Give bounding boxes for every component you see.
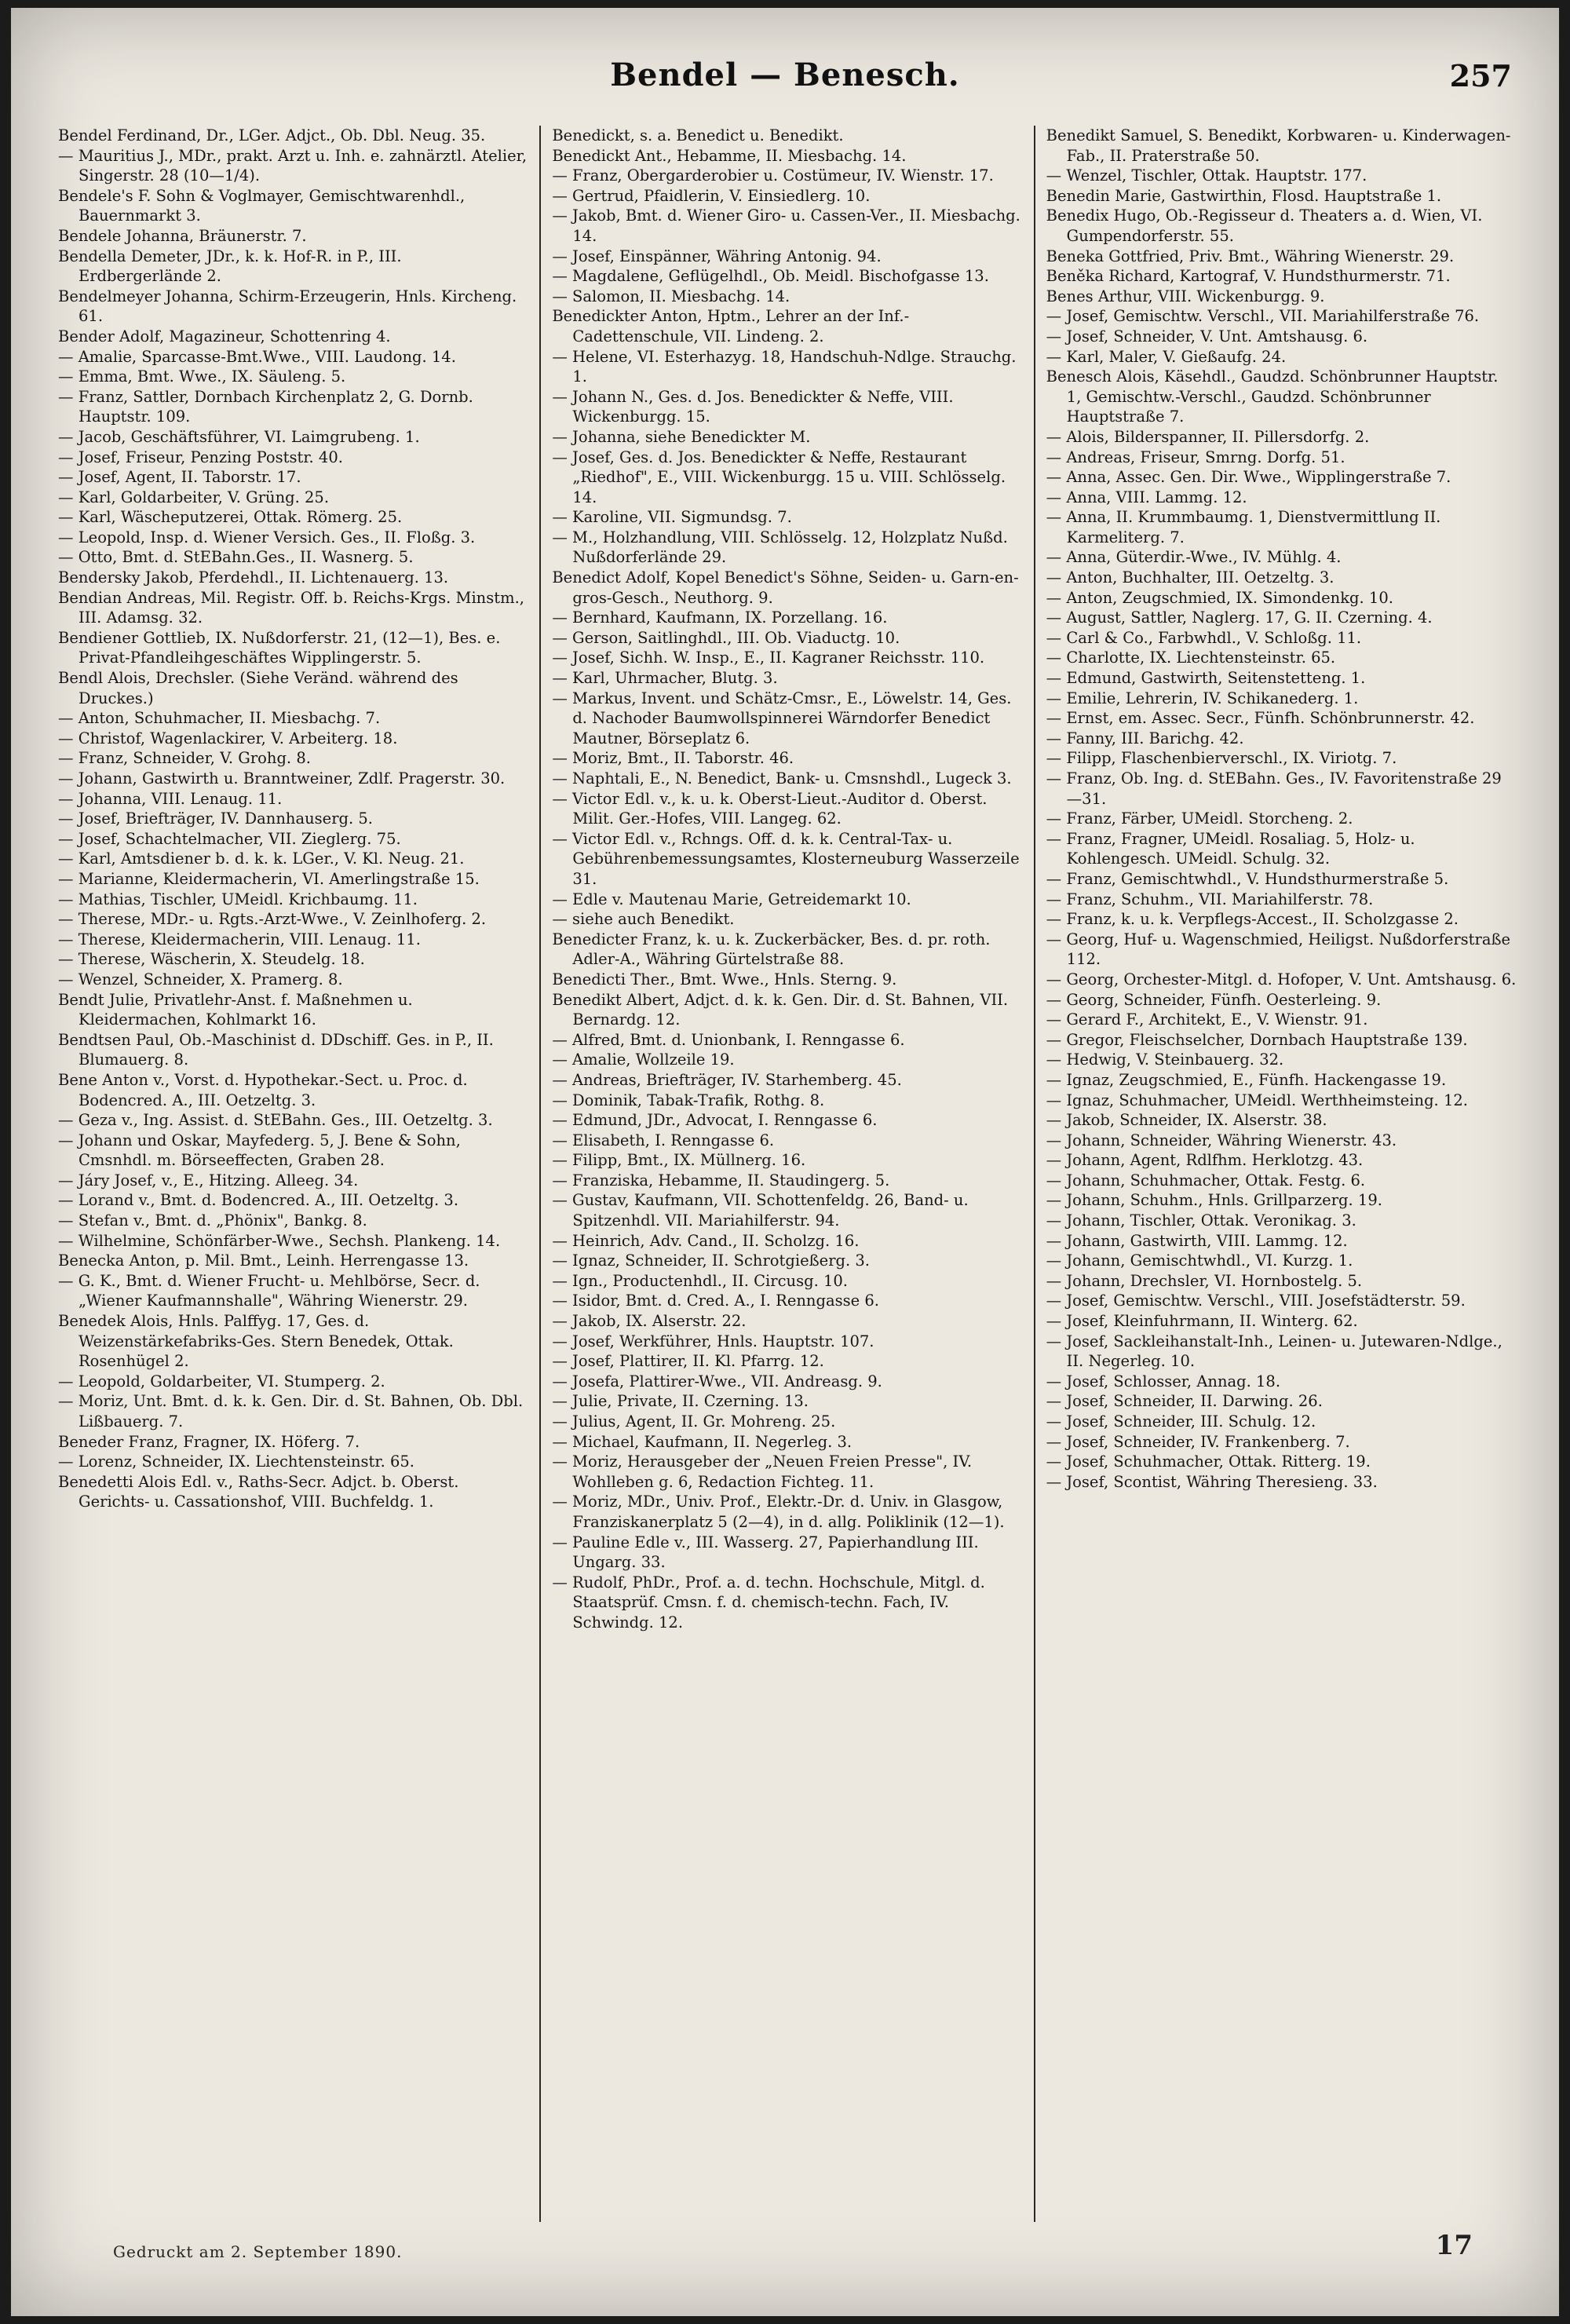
directory-entry: Benedix Hugo, Ob.-Regisseur d. Theaters a. d. Wien, VI. Gumpendorferstr. 55. bbox=[1046, 206, 1483, 245]
directory-entry: — Gertrud, Pfaidlerin, V. Einsiedlerg. 10. bbox=[552, 186, 871, 205]
directory-entry: — Jakob, IX. Alserstr. 22. bbox=[552, 1312, 747, 1331]
directory-entry: — Edle v. Mautenau Marie, Getreidemarkt 10. bbox=[552, 890, 911, 908]
directory-entry: Benedickt Ant., Hebamme, II. Miesbachg. 14. bbox=[552, 146, 907, 165]
directory-entry: — Josef, Friseur, Penzing Poststr. 40. bbox=[58, 448, 343, 466]
directory-entry: — Anton, Buchhalter, III. Oetzeltg. 3. bbox=[1046, 568, 1334, 587]
directory-entry: — Wilhelmine, Schönfärber-Wwe., Sechsh. Plankeng. 14. bbox=[58, 1231, 501, 1250]
directory-entry: — Franz, Schuhm., VII. Mariahilferstr. 78. bbox=[1046, 890, 1374, 908]
directory-entry: — Johann N., Ges. d. Jos. Benedickter & Neffe, VIII. Wickenburgg. 15. bbox=[552, 387, 954, 426]
directory-entry: — Salomon, II. Miesbachg. 14. bbox=[552, 287, 790, 305]
directory-entry: — Therese, Wäscherin, X. Steudelg. 18. bbox=[58, 950, 365, 969]
directory-entry: — Johann, Schuhm., Hnls. Grillparzerg. 19. bbox=[1046, 1191, 1382, 1210]
column-middle bbox=[539, 126, 1033, 2222]
directory-entry: — Ignaz, Schuhmacher, UMeidl. Werthheimsteing. 12. bbox=[1046, 1091, 1468, 1109]
directory-entry: — Karl, Goldarbeiter, V. Grüng. 25. bbox=[58, 488, 330, 506]
directory-entry: Bender Adolf, Magazineur, Schottenring 4. bbox=[58, 327, 391, 345]
directory-entry: — Josef, Ges. d. Jos. Benedickter & Neffe, Restaurant „Riedhof", E., VIII. Wickenburgg. 15 u. VIII. Schlösselg. 14. bbox=[552, 448, 1006, 506]
directory-entry: — Karoline, VII. Sigmundsg. 7. bbox=[552, 508, 792, 527]
directory-entry: — Ernst, em. Assec. Secr., Fünfh. Schönbrunnerstr. 42. bbox=[1046, 709, 1475, 728]
directory-entry: Bendel Ferdinand, Dr., LGer. Adjct., Ob. Dbl. Neug. 35. bbox=[58, 126, 486, 144]
directory-entry: — Alfred, Bmt. d. Unionbank, I. Renngasse 6. bbox=[552, 1030, 905, 1049]
directory-entry: — Georg, Huf- u. Wagenschmied, Heiligst. Nußdorferstraße 112. bbox=[1046, 930, 1511, 969]
directory-entry: — Johann, Drechsler, VI. Hornbostelg. 5. bbox=[1046, 1271, 1363, 1290]
directory-entry: — Charlotte, IX. Liechtensteinstr. 65. bbox=[1046, 649, 1336, 667]
directory-entry: — Josef, Schuhmacher, Ottak. Ritterg. 19. bbox=[1046, 1452, 1371, 1471]
directory-entry: — Julie, Private, II. Czerning. 13. bbox=[552, 1392, 809, 1411]
directory-entry: Beněka Richard, Kartograf, V. Hundsthurmerstr. 71. bbox=[1046, 267, 1451, 286]
directory-entry: — Lorenz, Schneider, IX. Liechtensteinstr. 65. bbox=[58, 1452, 414, 1471]
directory-entry: — Járy Josef, v., E., Hitzing. Alleeg. 34. bbox=[58, 1171, 359, 1189]
directory-entry: — Josef, Briefträger, IV. Dannhauserg. 5. bbox=[58, 809, 373, 828]
directory-entry: — Hedwig, V. Steinbauerg. 32. bbox=[1046, 1051, 1284, 1069]
directory-entry: — Josef, Schneider, V. Unt. Amtshausg. 6. bbox=[1046, 327, 1368, 345]
directory-entry: — Wenzel, Tischler, Ottak. Hauptstr. 177. bbox=[1046, 166, 1367, 185]
directory-entry: Benedickter Anton, Hptm., Lehrer an der Inf.-Cadettenschule, VII. Lindeng. 2. bbox=[552, 307, 910, 345]
directory-entry: — Johanna, siehe Benedickter M. bbox=[552, 427, 811, 446]
directory-entry: — Franziska, Hebamme, II. Staudingerg. 5. bbox=[552, 1171, 890, 1189]
directory-entry: — Mathias, Tischler, UMeidl. Krichbaumg. 11. bbox=[58, 890, 418, 908]
directory-entry: — Anton, Zeugschmied, IX. Simondenkg. 10. bbox=[1046, 588, 1393, 607]
directory-entry: — Gerard F., Architekt, E., V. Wienstr. 91. bbox=[1046, 1010, 1368, 1029]
running-head bbox=[11, 57, 1559, 104]
directory-entry: — Franz, Schneider, V. Grohg. 8. bbox=[58, 749, 311, 768]
directory-entry: — Jakob, Bmt. d. Wiener Giro- u. Cassen-Ver., II. Miesbachg. 14. bbox=[552, 206, 1020, 245]
directory-entry: Benedikt Samuel, S. Benedikt, Korbwaren- u. Kinderwagen-Fab., II. Praterstraße 50. bbox=[1046, 126, 1511, 165]
directory-entry: Benecka Anton, p. Mil. Bmt., Leinh. Herrengasse 13. bbox=[58, 1252, 469, 1270]
directory-entry: — Franz, Gemischtwhdl., V. Hundsthurmerstraße 5. bbox=[1046, 869, 1449, 888]
directory-entry: — Franz, Färber, UMeidl. Storcheng. 2. bbox=[1046, 809, 1353, 828]
directory-entry: — Lorand v., Bmt. d. Bodencred. A., III. Oetzeltg. 3. bbox=[58, 1191, 459, 1210]
directory-entry: — Victor Edl. v., k. u. k. Oberst-Lieut.-Auditor d. Oberst. Milit. Ger.-Hofes, VIII. Langeg. 62. bbox=[552, 789, 988, 828]
directory-entry: — Johann, Gastwirth, VIII. Lammg. 12. bbox=[1046, 1231, 1348, 1250]
directory-entry: — Moriz, Herausgeber der „Neuen Freien Presse", IV. Wohlleben g. 6, Redaction Fichteg. 11. bbox=[552, 1452, 973, 1491]
directory-entry: Benedict Adolf, Kopel Benedict's Söhne, Seiden- u. Garn-en-gros-Gesch., Neuthorg. 9. bbox=[552, 568, 1019, 607]
directory-entry: — Josef, Gemischtw. Verschl., VII. Mariahilferstraße 76. bbox=[1046, 307, 1480, 326]
directory-entry: Bendersky Jakob, Pferdehdl., II. Lichtenauerg. 13. bbox=[58, 568, 449, 587]
directory-entry: Bendl Alois, Drechsler. (Siehe Veränd. während des Druckes.) bbox=[58, 669, 458, 707]
directory-entry: — Naphtali, E., N. Benedict, Bank- u. Cmsnshdl., Lugeck 3. bbox=[552, 769, 1012, 787]
directory-entry: — Wenzel, Schneider, X. Pramerg. 8. bbox=[58, 970, 343, 988]
directory-entry: — Geza v., Ing. Assist. d. StEBahn. Ges., III. Oetzeltg. 3. bbox=[58, 1111, 493, 1130]
directory-entry: — Franz, Sattler, Dornbach Kirchenplatz 2, G. Dornb. Hauptstr. 109. bbox=[58, 387, 473, 426]
directory-entry: Bendt Julie, Privatlehr-Anst. f. Maßnehmen u. Kleidermachen, Kohlmarkt 16. bbox=[58, 990, 413, 1029]
directory-entry: — Johann, Agent, Rdlfhm. Herklotzg. 43. bbox=[1046, 1151, 1364, 1170]
directory-entry: Benedek Alois, Hnls. Palffyg. 17, Ges. d. Weizenstärkefabriks-Ges. Stern Benedek, Ottak. Rosenhügel 2. bbox=[58, 1312, 454, 1371]
directory-entry: — Ign., Productenhdl., II. Circusg. 10. bbox=[552, 1271, 848, 1290]
directory-entry: — Gustav, Kaufmann, VII. Schottenfeldg. 26, Band- u. Spitzenhdl. VII. Mariahilferstr. 94. bbox=[552, 1191, 969, 1230]
directory-entry: Benedicti Ther., Bmt. Wwe., Hnls. Sterng. 9. bbox=[552, 970, 897, 988]
directory-entry: — Josef, Scontist, Währing Theresieng. 33. bbox=[1046, 1472, 1378, 1491]
directory-entry: Bendtsen Paul, Ob.-Maschinist d. DDschiff. Ges. in P., II. Blumauerg. 8. bbox=[58, 1030, 494, 1069]
directory-entry: — Emilie, Lehrerin, IV. Schikanederg. 1. bbox=[1046, 689, 1359, 707]
directory-entry: — Jacob, Geschäftsführer, VI. Laimgrubeng. 1. bbox=[58, 427, 420, 446]
directory-entry: Bene Anton v., Vorst. d. Hypothekar.-Sect. u. Proc. d. Bodencred. A., III. Oetzeltg. 3. bbox=[58, 1070, 468, 1109]
directory-entry: Benedetti Alois Edl. v., Raths-Secr. Adjct. b. Oberst. Gerichts- u. Cassationshof, VIII. Buchfeldg. 1. bbox=[58, 1472, 459, 1511]
directory-entry: — Pauline Edle v., III. Wasserg. 27, Papierhandlung III. Ungarg. 33. bbox=[552, 1533, 979, 1572]
directory-entry: — Gregor, Fleischselcher, Dornbach Hauptstraße 139. bbox=[1046, 1030, 1468, 1049]
directory-entry: Beneder Franz, Fragner, IX. Höferg. 7. bbox=[58, 1432, 360, 1451]
directory-entry: — Amalie, Wollzeile 19. bbox=[552, 1051, 735, 1069]
signature-mark: 17 bbox=[1435, 2230, 1473, 2261]
directory-entry: — Leopold, Goldarbeiter, VI. Stumperg. 2. bbox=[58, 1372, 385, 1390]
directory-entry: — Johann, Gemischtwhdl., VI. Kurzg. 1. bbox=[1046, 1252, 1353, 1270]
directory-entry: — Josef, Gemischtw. Verschl., VIII. Josefstädterstr. 59. bbox=[1046, 1292, 1466, 1310]
directory-entry: — Marianne, Kleidermacherin, VI. Amerlingstraße 15. bbox=[58, 869, 480, 888]
directory-entry: — Josef, Schneider, IV. Frankenberg. 7. bbox=[1046, 1432, 1350, 1451]
directory-page bbox=[11, 8, 1559, 2316]
directory-entry: — Otto, Bmt. d. StEBahn.Ges., II. Wasnerg. 5. bbox=[58, 548, 414, 567]
directory-entry: — M., Holzhandlung, VIII. Schlösselg. 12, Holzplatz Nußd. Nußdorferlände 29. bbox=[552, 528, 1008, 567]
directory-entry: Benesch Alois, Käsehdl., Gaudzd. Schönbrunner Hauptstr. 1, Gemischtw.-Verschl., Gaudzd. Schönbrunner Hauptstraße 7. bbox=[1046, 367, 1499, 426]
directory-entry: — G. K., Bmt. d. Wiener Frucht- u. Mehlbörse, Secr. d. „Wiener Kaufmannshalle", Währing Wienerstr. 29. bbox=[58, 1271, 480, 1310]
directory-entry: Bendella Demeter, JDr., k. k. Hof-R. in P., III. Erdbergerlände 2. bbox=[58, 247, 402, 286]
directory-entry: — Anna, II. Krummbaumg. 1, Dienstvermittlung II. Karmeliterg. 7. bbox=[1046, 508, 1441, 546]
directory-entry: — Franz, Ob. Ing. d. StEBahn. Ges., IV. Favoritenstraße 29—31. bbox=[1046, 769, 1502, 808]
directory-entry: — Julius, Agent, II. Gr. Mohreng. 25. bbox=[552, 1412, 836, 1431]
directory-entry: Beneka Gottfried, Priv. Bmt., Währing Wienerstr. 29. bbox=[1046, 247, 1455, 265]
column-right bbox=[1034, 126, 1528, 2222]
directory-entry: — Karl, Wäscheputzerei, Ottak. Römerg. 25. bbox=[58, 508, 403, 527]
directory-entry: — Mauritius J., MDr., prakt. Arzt u. Inh. e. zahnärztl. Atelier, Singerstr. 28 (10—1/4). bbox=[58, 146, 528, 185]
directory-entry: — Moriz, MDr., Univ. Prof., Elektr.-Dr. d. Univ. in Glasgow, Franziskanerplatz 5 (2—4), in d. allg. Poliklinik (12—1). bbox=[552, 1493, 1005, 1531]
directory-entry: — Markus, Invent. und Schätz-Cmsr., E., Löwelstr. 14, Ges. d. Nachoder Baumwollspinnerei Wärndorfer Benedict Mautner, Börseplatz 6. bbox=[552, 689, 1012, 747]
directory-entry: Bendiener Gottlieb, IX. Nußdorferstr. 21, (12—1), Bes. e. Privat-Pfandleihgeschäftes Wipplingerstr. 5. bbox=[58, 628, 501, 667]
directory-entry: — Johann, Schuhmacher, Ottak. Festg. 6. bbox=[1046, 1171, 1366, 1189]
directory-entry: Bendian Andreas, Mil. Registr. Off. b. Reichs-Krgs. Minstm., III. Adamsg. 32. bbox=[58, 588, 524, 627]
directory-entry: — Carl & Co., Farbwhdl., V. Schloßg. 11. bbox=[1046, 628, 1362, 647]
directory-entry: — Anna, VIII. Lammg. 12. bbox=[1046, 488, 1247, 506]
directory-entry: — Karl, Maler, V. Gießaufg. 24. bbox=[1046, 347, 1287, 366]
directory-entry: — Karl, Uhrmacher, Blutg. 3. bbox=[552, 669, 778, 688]
directory-entry: — Josefa, Plattirer-Wwe., VII. Andreasg. 9. bbox=[552, 1372, 882, 1390]
directory-columns bbox=[47, 126, 1528, 2222]
directory-entry: — Josef, Schlosser, Annag. 18. bbox=[1046, 1372, 1281, 1390]
directory-entry: — Leopold, Insp. d. Wiener Versich. Ges., II. Floßg. 3. bbox=[58, 528, 476, 546]
directory-entry: — Gerson, Saitlinghdl., III. Ob. Viaductg. 10. bbox=[552, 628, 900, 647]
directory-entry: — Rudolf, PhDr., Prof. a. d. techn. Hochschule, Mitgl. d. Staatsprüf. Cmsn. f. d. chemisch-techn. Fach, IV. Schwindg. 12. bbox=[552, 1573, 985, 1632]
directory-entry: — August, Sattler, Naglerg. 17, G. II. Czerning. 4. bbox=[1046, 608, 1433, 627]
directory-entry: — Stefan v., Bmt. d. „Phönix", Bankg. 8. bbox=[58, 1211, 367, 1230]
directory-entry: — Christof, Wagenlackirer, V. Arbeiterg. 18. bbox=[58, 729, 398, 747]
directory-entry: — Josef, Plattirer, II. Kl. Pfarrg. 12. bbox=[552, 1352, 824, 1371]
directory-entry: — Filipp, Bmt., IX. Müllnerg. 16. bbox=[552, 1151, 806, 1170]
directory-entry: — Isidor, Bmt. d. Cred. A., I. Renngasse 6. bbox=[552, 1292, 879, 1310]
directory-entry: — Johanna, VIII. Lenaug. 11. bbox=[58, 789, 283, 808]
directory-entry: — Georg, Schneider, Fünfh. Oesterleing. 9. bbox=[1046, 990, 1382, 1009]
directory-entry: — Josef, Schachtelmacher, VII. Zieglerg. 75. bbox=[58, 829, 401, 848]
directory-entry: — Bernhard, Kaufmann, IX. Porzellang. 16. bbox=[552, 608, 888, 627]
directory-entry: — Karl, Amtsdiener b. d. k. k. LGer., V. Kl. Neug. 21. bbox=[58, 850, 465, 868]
directory-entry: — Filipp, Flaschenbierverschl., IX. Viriotg. 7. bbox=[1046, 749, 1397, 768]
directory-entry: — siehe auch Benedikt. bbox=[552, 910, 735, 929]
directory-entry: Bendelmeyer Johanna, Schirm-Erzeugerin, Hnls. Kircheng. 61. bbox=[58, 287, 517, 326]
directory-entry: — Michael, Kaufmann, II. Negerleg. 3. bbox=[552, 1432, 853, 1451]
directory-entry: Benes Arthur, VIII. Wickenburgg. 9. bbox=[1046, 287, 1325, 305]
directory-entry: — Anton, Schuhmacher, II. Miesbachg. 7. bbox=[58, 709, 381, 728]
directory-entry: — Heinrich, Adv. Cand., II. Scholzg. 16. bbox=[552, 1231, 860, 1250]
directory-entry: — Fanny, III. Barichg. 42. bbox=[1046, 729, 1244, 747]
directory-entry: — Alois, Bilderspanner, II. Pillersdorfg. 2. bbox=[1046, 427, 1370, 446]
directory-entry: — Therese, MDr.- u. Rgts.-Arzt-Wwe., V. Zeinlhoferg. 2. bbox=[58, 910, 487, 929]
directory-entry: — Edmund, JDr., Advocat, I. Renngasse 6. bbox=[552, 1111, 878, 1130]
directory-entry: Bendele's F. Sohn & Voglmayer, Gemischtwarenhdl., Bauernmarkt 3. bbox=[58, 186, 466, 225]
directory-entry: — Dominik, Tabak-Trafik, Rothg. 8. bbox=[552, 1091, 825, 1109]
directory-entry: — Victor Edl. v., Rchngs. Off. d. k. k. Central-Tax- u. Gebührenbemessungsamtes, Klosterneuburg Wasserzeile 31. bbox=[552, 829, 1020, 888]
directory-entry: Benedin Marie, Gastwirthin, Flosd. Hauptstraße 1. bbox=[1046, 186, 1442, 205]
running-title: Bendel — Benesch. bbox=[610, 57, 960, 93]
directory-entry: — Josef, Werkführer, Hnls. Hauptstr. 107. bbox=[552, 1332, 874, 1350]
page-number: 257 bbox=[1449, 58, 1512, 93]
directory-entry: — Franz, Fragner, UMeidl. Rosaliag. 5, Holz- u. Kohlengesch. UMeidl. Schulg. 32. bbox=[1046, 829, 1415, 868]
directory-entry: — Anna, Assec. Gen. Dir. Wwe., Wipplingerstraße 7. bbox=[1046, 468, 1451, 487]
column-left bbox=[47, 126, 539, 2222]
directory-entry: — Franz, Obergarderobier u. Costümeur, IV. Wienstr. 17. bbox=[552, 166, 994, 185]
directory-entry: — Johann, Tischler, Ottak. Veronikag. 3. bbox=[1046, 1211, 1356, 1230]
directory-entry: — Edmund, Gastwirth, Seitenstetteng. 1. bbox=[1046, 669, 1366, 688]
directory-entry: — Therese, Kleidermacherin, VIII. Lenaug. 11. bbox=[58, 930, 421, 948]
directory-entry: Benedicter Franz, k. u. k. Zuckerbäcker, Bes. d. pr. roth. Adler-A., Währing Gürtelstraße 88. bbox=[552, 930, 991, 969]
directory-entry: — Ignaz, Schneider, II. Schrotgießerg. 3. bbox=[552, 1252, 871, 1270]
directory-entry: — Josef, Sichh. W. Insp., E., II. Kagraner Reichsstr. 110. bbox=[552, 649, 985, 667]
directory-entry: — Anna, Güterdir.-Wwe., IV. Mühlg. 4. bbox=[1046, 548, 1342, 567]
directory-entry: Benedickt, s. a. Benedict u. Benedikt. bbox=[552, 126, 844, 144]
directory-entry: — Moriz, Unt. Bmt. d. k. k. Gen. Dir. d. St. Bahnen, Ob. Dbl. Lißbauerg. 7. bbox=[58, 1392, 524, 1431]
directory-entry: — Johann und Oskar, Mayfederg. 5, J. Bene & Sohn, Cmsnhdl. m. Börseeffecten, Graben 28. bbox=[58, 1131, 461, 1170]
directory-entry: — Josef, Einspänner, Währing Antonig. 94. bbox=[552, 247, 882, 265]
directory-entry: — Franz, k. u. k. Verpflegs-Accest., II. Scholzgasse 2. bbox=[1046, 910, 1459, 929]
directory-entry: — Emma, Bmt. Wwe., IX. Säuleng. 5. bbox=[58, 367, 346, 386]
directory-entry: — Josef, Kleinfuhrmann, II. Winterg. 62. bbox=[1046, 1312, 1358, 1331]
directory-entry: — Johann, Schneider, Währing Wienerstr. 43. bbox=[1046, 1131, 1397, 1149]
directory-entry: — Moriz, Bmt., II. Taborstr. 46. bbox=[552, 749, 794, 768]
directory-entry: — Amalie, Sparcasse-Bmt.Wwe., VIII. Laudong. 14. bbox=[58, 347, 456, 366]
directory-entry: — Johann, Gastwirth u. Branntweiner, Zdlf. Pragerstr. 30. bbox=[58, 769, 506, 787]
directory-entry: — Elisabeth, I. Renngasse 6. bbox=[552, 1131, 775, 1149]
directory-entry: — Andreas, Briefträger, IV. Starhemberg. 45. bbox=[552, 1070, 902, 1089]
directory-entry: — Ignaz, Zeugschmied, E., Fünfh. Hackengasse 19. bbox=[1046, 1070, 1447, 1089]
directory-entry: — Josef, Schneider, II. Darwing. 26. bbox=[1046, 1392, 1323, 1411]
directory-entry: — Jakob, Schneider, IX. Alserstr. 38. bbox=[1046, 1111, 1327, 1130]
directory-entry: — Magdalene, Geflügelhdl., Ob. Meidl. Bischofgasse 13. bbox=[552, 267, 989, 286]
print-date-note: Gedruckt am 2. September 1890. bbox=[113, 2242, 403, 2261]
directory-entry: — Josef, Sackleihanstalt-Inh., Leinen- u. Jutewaren-Ndlge., II. Negerleg. 10. bbox=[1046, 1332, 1502, 1371]
directory-entry: Benedikt Albert, Adjct. d. k. k. Gen. Dir. d. St. Bahnen, VII. Bernardg. 12. bbox=[552, 990, 1009, 1029]
directory-entry: Bendele Johanna, Bräunerstr. 7. bbox=[58, 226, 307, 245]
directory-entry: — Helene, VI. Esterhazyg. 18, Handschuh-Ndlge. Strauchg. 1. bbox=[552, 347, 1017, 386]
directory-entry: — Georg, Orchester-Mitgl. d. Hofoper, V. Unt. Amtshausg. 6. bbox=[1046, 970, 1517, 988]
directory-entry: — Andreas, Friseur, Smrng. Dorfg. 51. bbox=[1046, 448, 1345, 466]
directory-entry: — Josef, Schneider, III. Schulg. 12. bbox=[1046, 1412, 1316, 1431]
directory-entry: — Josef, Agent, II. Taborstr. 17. bbox=[58, 468, 301, 487]
